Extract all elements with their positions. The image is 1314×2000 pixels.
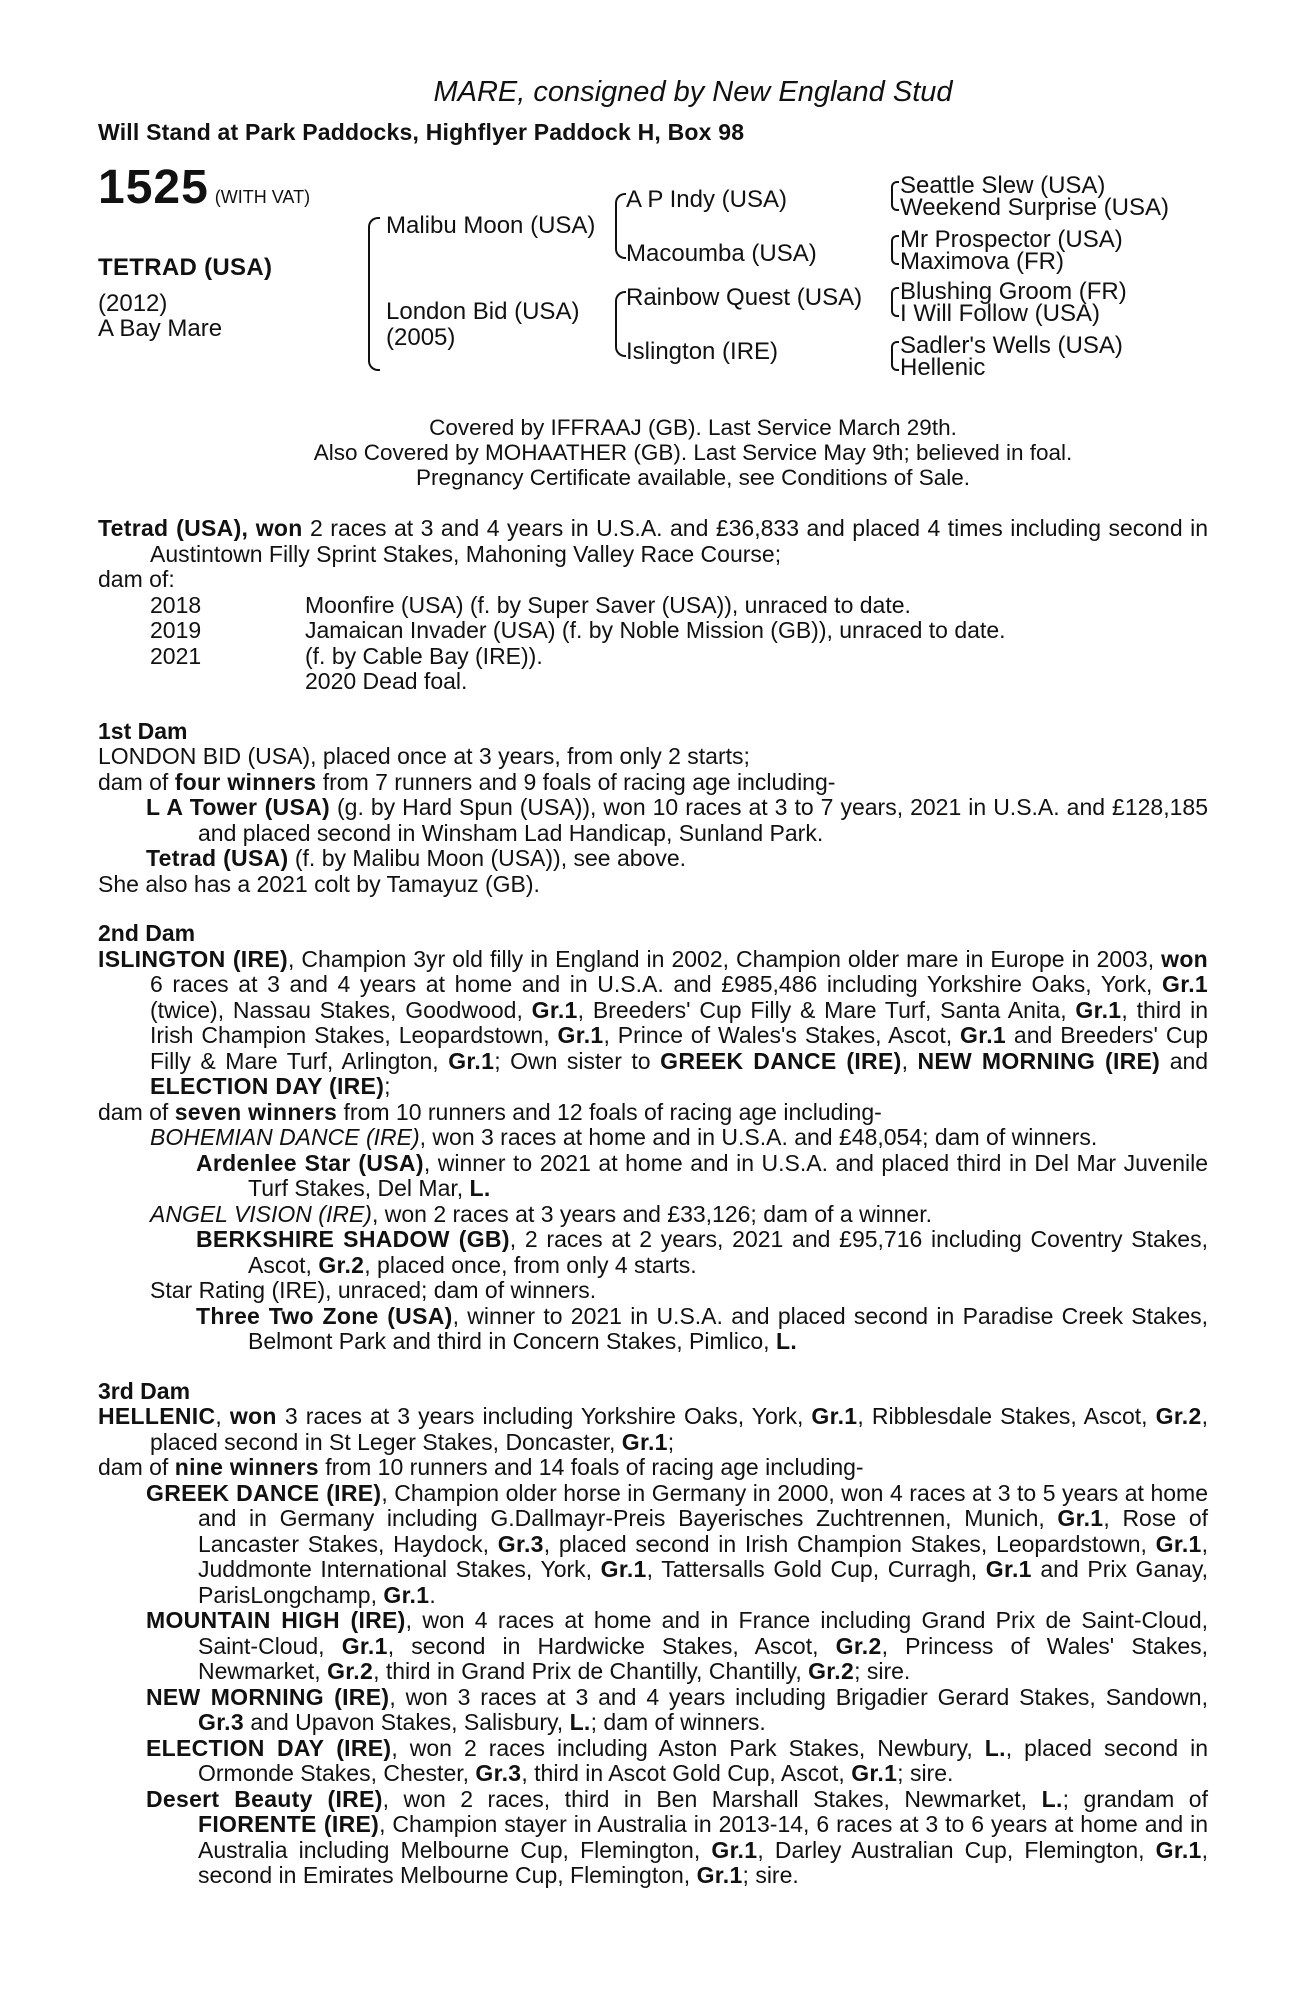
first-dam-line: LONDON BID (USA), placed once at 3 years, from only 2 starts; [98, 743, 750, 769]
produce-text: Moonfire (USA) (f. by Super Saver (USA)), unraced to date. [305, 591, 911, 618]
second-dam-heading: 2nd Dam [98, 920, 196, 946]
mare-info [98, 255, 272, 342]
first-dam-entry: L A Tower (USA) (g. by Hard Spun (USA)), won 10 races at 3 to 7 years, 2021 in U.S.A. and £128,185 and placed second in Winsham Lad Handicap, Sunland Park. [146, 794, 1208, 846]
mare-record [98, 516, 1208, 567]
second-dam-entry: ANGEL VISION (IRE), won 2 races at 3 years and £33,126; dam of a winner. [150, 1200, 932, 1227]
first-dam-heading: 1st Dam [98, 717, 188, 744]
record-won: won [255, 515, 303, 541]
ped-dds: Sadler's Wells (USA) [900, 332, 1123, 359]
brace-gen2-sire [615, 193, 626, 259]
mare-year: (2012) [98, 289, 168, 317]
third-dam-entry: ELECTION DAY (IRE), won 2 races including Aston Park Stakes, Newbury, L., placed second in Ormonde Stakes, Chester, Gr.3, third in Ascot Gold Cup, Ascot, Gr.1; sire. [146, 1734, 1209, 1786]
ped-dsd: I Will Follow (USA) [900, 300, 1101, 327]
pedigree-block [98, 161, 1208, 405]
second-dam-entry: BOHEMIAN DANCE (IRE), won 3 races at home and in U.S.A. and £48,054; dam of winners. [150, 1124, 1098, 1150]
record-name: Tetrad (USA), [98, 515, 249, 541]
third-dam-summary: dam of nine winners from 10 runners and 14 foals of racing age including- [98, 1454, 864, 1480]
brace-gen2-dam [615, 291, 626, 357]
stand-location: Will Stand at Park Paddocks, Highflyer Paddock H, Box 98 [98, 118, 745, 145]
ped-ssd: Weekend Surprise (USA) [900, 194, 1169, 221]
catalogue-page [98, 76, 1209, 1889]
ped-ss: A P Indy (USA) [626, 186, 787, 213]
ped-sds: Mr Prospector (USA) [900, 226, 1123, 253]
third-dam-entry: GREEK DANCE (IRE), Champion older horse in Germany in 2000, won 4 races at 3 to 5 years at home and in Germany including G.Dallmayr-Preis Bayerisches Zuchtrennen, Munich, Gr.1, Rose of Lancaster Stakes, Haydock, Gr.3, placed second in Irish Champion Stakes, Leopardstown, Gr.1, Juddmonte International Stakes, York, Gr.1, Tattersalls Gold Cup, Curragh, Gr.1 and Prix Ganay, ParisLongchamp, Gr.1. [146, 1479, 1209, 1608]
brace-gen3-3 [891, 287, 899, 317]
mare-desc: A Bay Mare [98, 315, 223, 342]
third-dam-entry: MOUNTAIN HIGH (IRE), won 4 races at home and in France including Grand Prix de Saint-Cloud, Saint-Cloud, Gr.1, second in Hardwicke Stakes, Ascot, Gr.2, Princess of Wales' Stakes, Newmarket, Gr.2, third in Grand Prix de Chantilly, Chantilly, Gr.2; sire. [146, 1607, 1209, 1684]
covered-line-1: Covered by IFFRAAJ (GB). Last Service March 29th. [429, 415, 957, 440]
covering-details [98, 415, 1208, 490]
first-dam-note: She also has a 2021 colt by Tamayuz (GB). [98, 870, 540, 897]
first-dam-summary: dam of four winners from 7 runners and 9 foals of racing age including- [98, 768, 836, 795]
ped-dd: Islington (IRE) [626, 338, 779, 365]
brace-gen3-4 [891, 341, 899, 371]
produce-year: 2019 [150, 617, 202, 643]
mare-name: TETRAD (USA) [98, 254, 273, 281]
ped-dam-year: (2005) [386, 324, 456, 351]
second-dam-record: ISLINGTON (IRE), Champion 3yr old filly in England in 2002, Champion older mare in Europe in 2003, won 6 races at 3 and 4 years at home and in U.S.A. and £985,486 including Yorkshire Oaks, York, Gr.1 (twice), Nassau Stakes, Goodwood, Gr.1, Breeders' Cup Filly & Mare Turf, Santa Anita, Gr.1, third in Irish Champion Stakes, Leopardstown, Gr.1, Prince of Wales's Stakes, Ascot, Gr.1 and Breeders' Cup Filly & Mare Turf, Arlington, Gr.1; Own sister to GREEK DANCE (IRE), NEW MORNING (IRE) and ELECTION DAY (IRE); [98, 945, 1209, 1099]
second-dam-subentry: Ardenlee Star (USA), winner to 2021 at home and in U.S.A. and placed third in Del Mar Juvenile Turf Stakes, Del Mar, L. [196, 1149, 1208, 1201]
third-dam-entry: NEW MORNING (IRE), won 3 races at 3 and 4 years including Brigadier Gerard Stakes, Sandown, Gr.3 and Upavon Stakes, Salisbury, L.; dam of winners. [146, 1683, 1208, 1735]
produce-year [150, 669, 305, 695]
second-dam-subentry: BERKSHIRE SHADOW (GB), 2 races at 2 years, 2021 and £95,716 including Coventry Stakes, Ascot, Gr.2, placed once, from only 4 starts. [196, 1226, 1208, 1278]
covered-line-3: Pregnancy Certificate available, see Conditions of Sale. [415, 465, 971, 490]
lot-number: 1525 [98, 161, 209, 214]
third-dam-entry: Desert Beauty (IRE), won 2 races, third in Ben Marshall Stakes, Newmarket, L.; grandam of FIORENTE (IRE), Champion stayer in Australia in 2013-14, 6 races at 3 to 6 years at home and in Australia including Melbourne Cup, Flemington, Gr.1, Darley Australian Cup, Flemington, Gr.1, second in Emirates Melbourne Cup, Flemington, Gr.1; sire. [146, 1785, 1209, 1888]
ped-sss: Seattle Slew (USA) [900, 172, 1106, 199]
ped-dam: London Bid (USA) [386, 298, 580, 325]
produce-text: Jamaican Invader (USA) (f. by Noble Mission (GB)), unraced to date. [305, 617, 1006, 643]
covered-line-2: Also Covered by MOHAATHER (GB). Last Service May 9th; believed in foal. [313, 440, 1073, 465]
ped-ds: Rainbow Quest (USA) [626, 284, 863, 311]
produce-year: 2018 [150, 591, 202, 618]
first-dam-entry: Tetrad (USA) (f. by Malibu Moon (USA)), see above. [146, 845, 687, 871]
brace-gen3-2 [891, 235, 899, 265]
produce-list [150, 593, 1208, 695]
ped-sire: Malibu Moon (USA) [386, 212, 596, 239]
produce-year: 2021 [150, 642, 202, 669]
ped-sd: Macoumba (USA) [626, 240, 817, 267]
second-dam-entry: Star Rating (IRE), unraced; dam of winners. [150, 1277, 597, 1303]
brace-gen3-1 [891, 181, 899, 211]
page-title: MARE, consigned by New England Stud [433, 76, 953, 108]
second-dam-subentry: Three Two Zone (USA), winner to 2021 in U.S.A. and placed second in Paradise Creek Stakes, Belmont Park and third in Concern Stakes, Pimlico, L. [196, 1302, 1208, 1354]
ped-sdd: Maximova (FR) [900, 248, 1065, 275]
record-text: 2 races at 3 and 4 years in U.S.A. and £36,833 and placed 4 times including second in Austintown Filly Sprint Stakes, Mahoning Valley Race Course; [150, 515, 1208, 567]
lot-number-block [98, 161, 311, 214]
dam-of-label: dam of: [98, 566, 175, 592]
second-dam-summary: dam of seven winners from 10 runners and 12 foals of racing age including- [98, 1098, 882, 1125]
produce-text: 2020 Dead foal. [305, 668, 468, 694]
ped-ddd: Hellenic [900, 354, 986, 381]
brace-gen1 [368, 217, 380, 371]
ped-dss: Blushing Groom (FR) [900, 278, 1127, 305]
produce-text: (f. by Cable Bay (IRE)). [305, 642, 543, 669]
vat-note: (WITH VAT) [214, 187, 311, 207]
third-dam-heading: 3rd Dam [98, 1377, 191, 1404]
third-dam-record: HELLENIC, won 3 races at 3 years including Yorkshire Oaks, York, Gr.1, Ribblesdale Stakes, Ascot, Gr.2, placed second in St Leger Stakes, Doncaster, Gr.1; [98, 1403, 1208, 1455]
